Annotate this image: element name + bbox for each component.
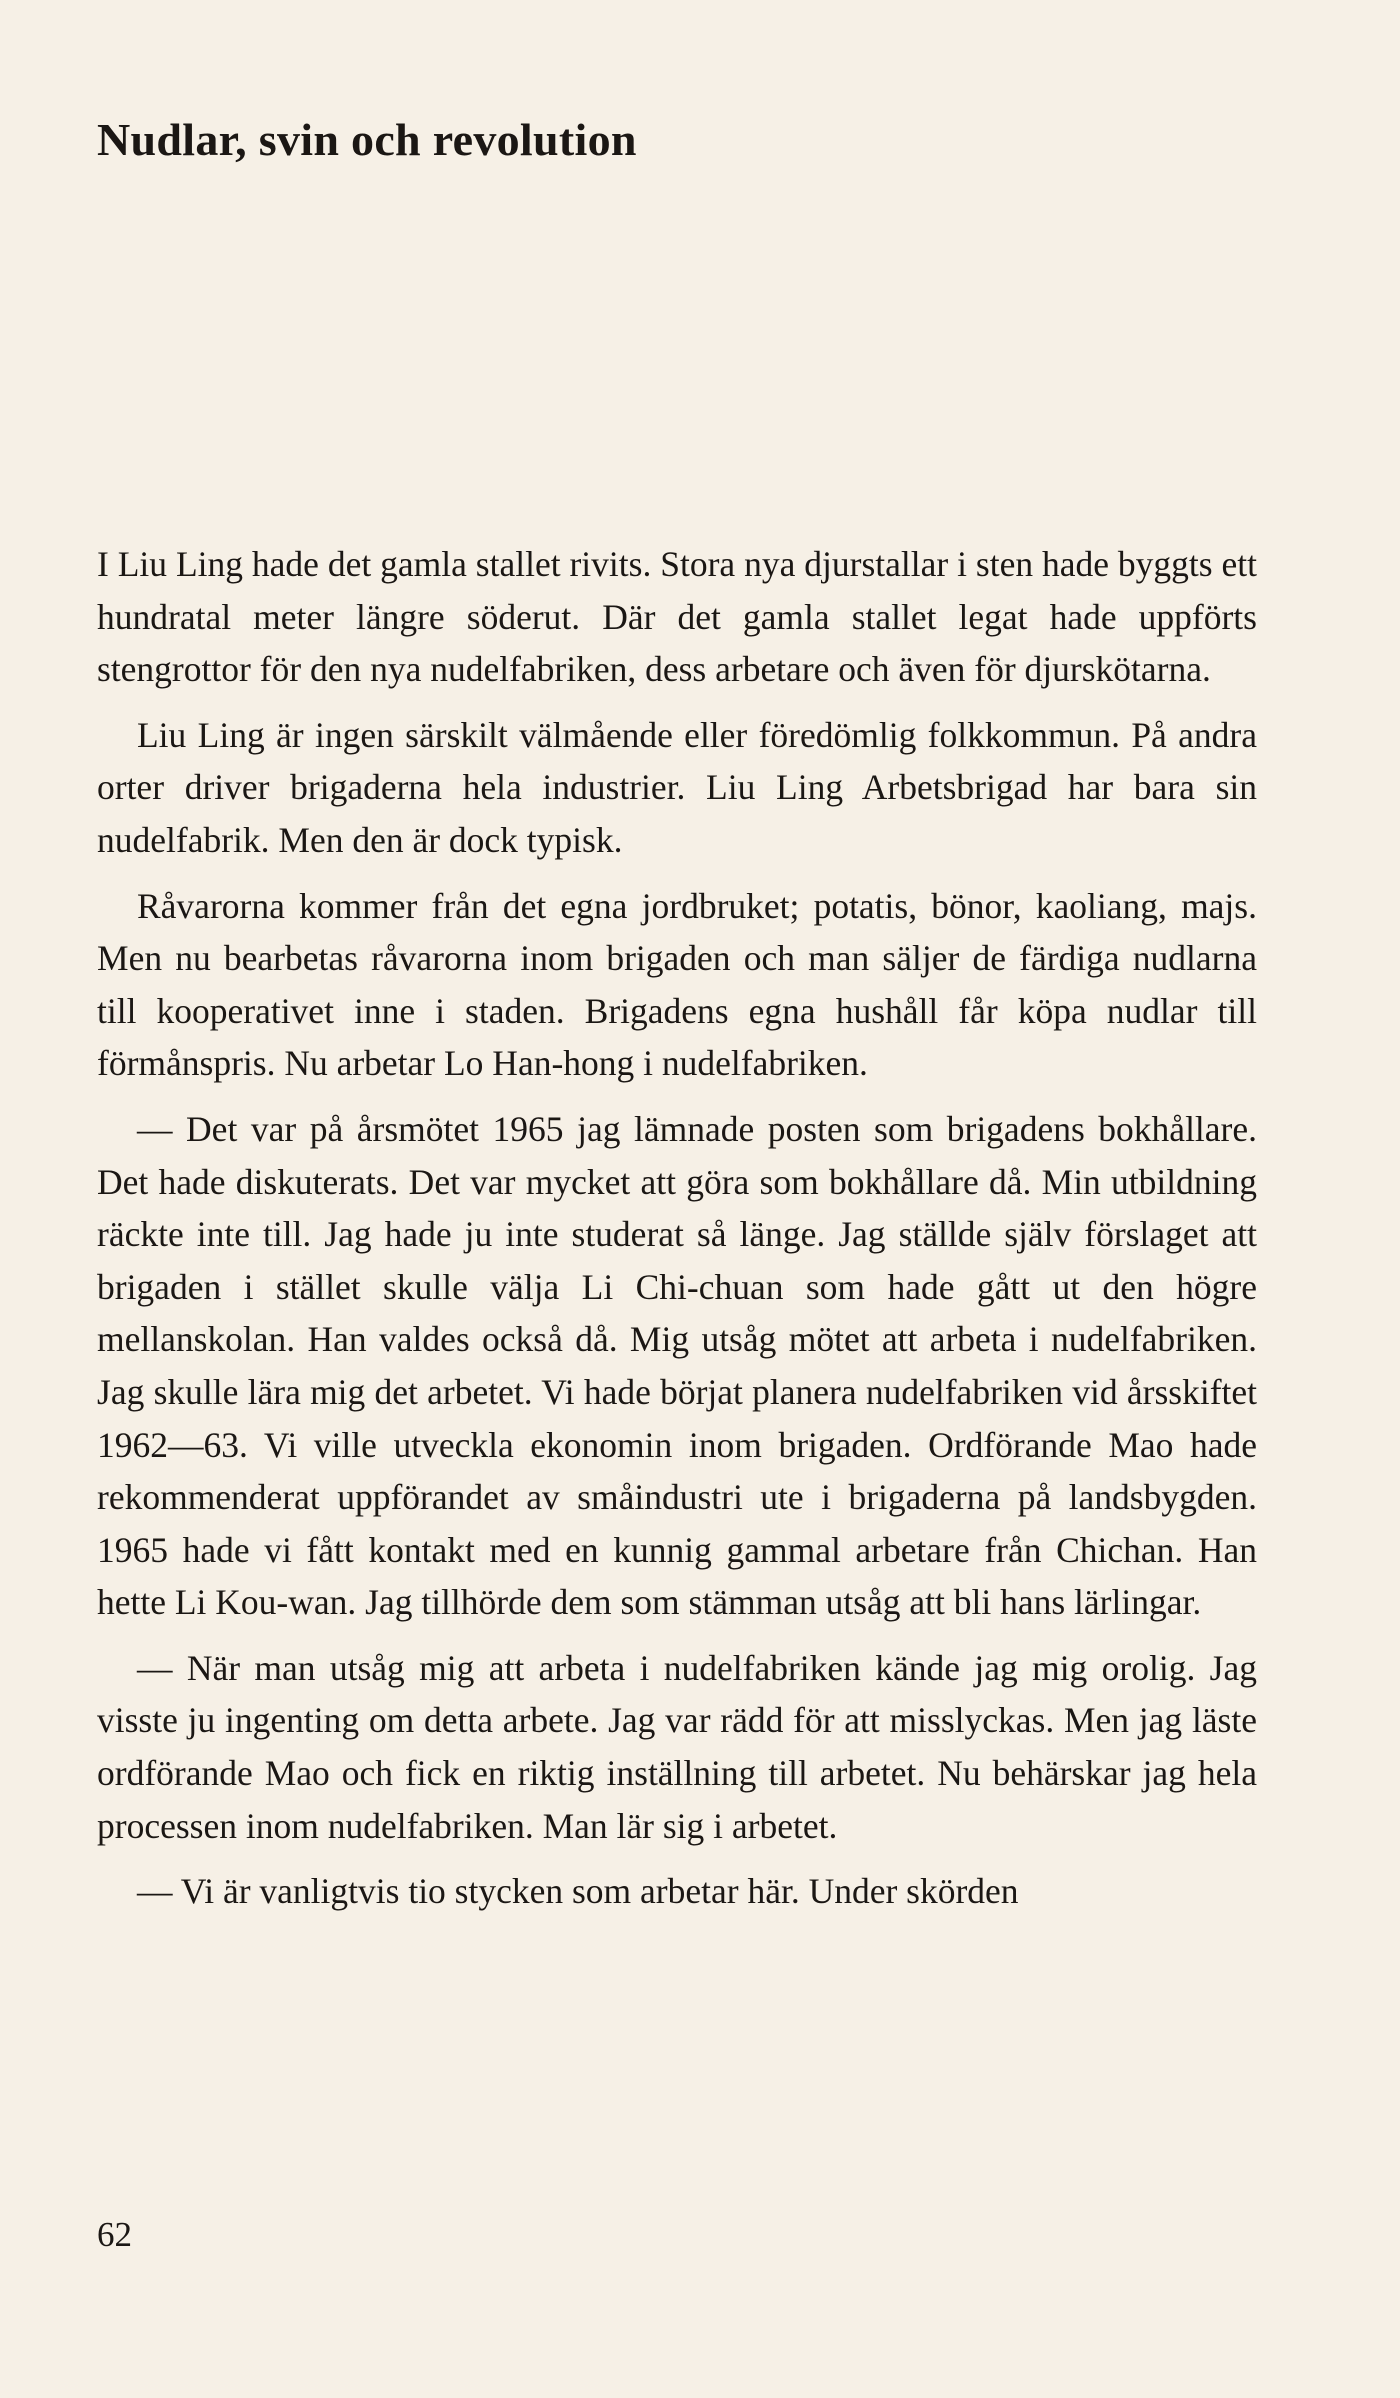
body-text: [97, 538, 1257, 1931]
paragraph-5: — När man utsåg mig att arbeta i nudelfabriken kände jag mig orolig. Jag visste ju ingenting om detta arbete. Jag var rädd för att misslyckas. Men jag läste ordförande Mao och fick en riktig inställning till arbetet. Nu behärskar jag hela processen inom nudelfabriken. Man lär sig i arbetet.: [97, 1647, 1257, 1846]
paragraph-2: Liu Ling är ingen särskilt välmående eller föredömlig folkkommun. På andra orter driver brigaderna hela industrier. Liu Ling Arbetsbrigad har bara sin nudelfabrik. Men den är dock typisk.: [97, 714, 1257, 860]
paragraph-1: I Liu Ling hade det gamla stallet rivits. Stora nya djurstallar i sten hade byggts ett hundratal meter längre söderut. Där det gamla stallet legat hade uppförts stengrottor för den nya nudelfabriken, dess arbetare och även för djurskötarna.: [97, 544, 1257, 690]
page-number: 62: [97, 2215, 132, 2254]
paragraph-6: — Vi är vanligtvis tio stycken som arbetar här. Under skörden: [137, 1871, 1019, 1912]
chapter-title: Nudlar, svin och revolution: [97, 114, 637, 165]
paragraph-3: Råvarorna kommer från det egna jordbruket; potatis, bönor, kaoliang, majs. Men nu bearbetas råvarorna inom brigaden och man säljer de färdiga nudlarna till kooperativet inne i staden. Brigadens egna hushåll får köpa nudlar till förmånspris. Nu arbetar Lo Han-hong i nudelfabriken.: [97, 885, 1257, 1084]
paragraph-4: — Det var på årsmötet 1965 jag lämnade posten som brigadens bokhållare. Det hade diskuterats. Det var mycket att göra som bokhållare då. Min utbildning räckte inte till. Jag hade ju inte studerat så länge. Jag ställde själv förslaget att brigaden i stället skulle välja Li Chi-chuan som hade gått ut den högre mellanskolan. Han valdes också då. Mig utsåg mötet att arbeta i nudelfabriken. Jag skulle lära mig det arbetet. Vi hade börjat planera nudelfabriken vid årsskiftet 1962—63. Vi ville utveckla ekonomin inom brigaden. Ordförande Mao hade rekommenderat uppförandet av småindustri ute i brigaderna på landsbygden. 1965 hade vi fått kontakt med en kunnig gammal arbetare från Chichan. Han hette Li Kou-wan. Jag tillhörde dem som stämman utsåg att bli hans lärlingar.: [97, 1108, 1257, 1623]
